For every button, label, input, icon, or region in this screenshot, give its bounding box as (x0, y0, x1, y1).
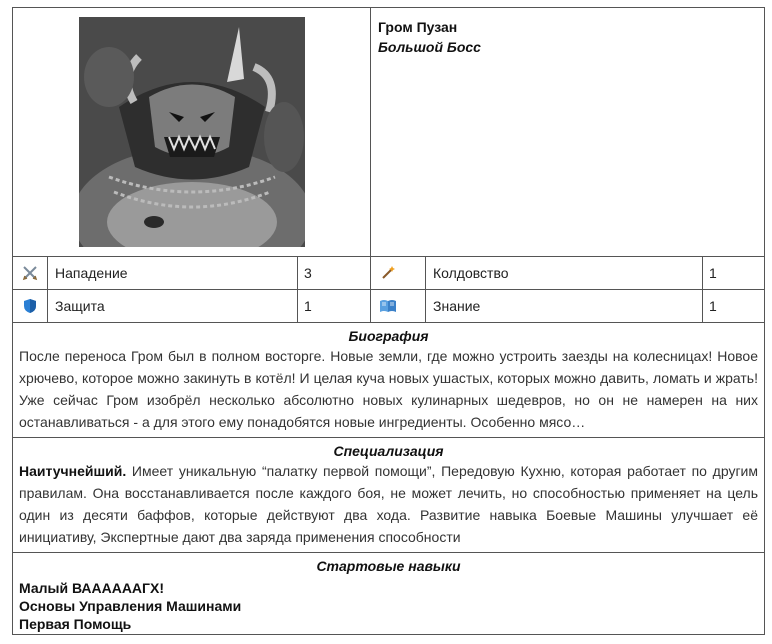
stat-label: Колдовство (433, 265, 509, 281)
skills-title: Стартовые навыки (316, 558, 461, 574)
biography-section (13, 323, 764, 438)
magic-wand-icon (371, 257, 405, 289)
shield-icon (13, 290, 47, 322)
hero-name-cell (371, 8, 764, 256)
biography-title: Биография (348, 328, 429, 344)
stat-value: 1 (304, 298, 312, 314)
specialization-name: Наитучнейший. (19, 463, 127, 479)
stat-value: 1 (709, 265, 717, 281)
specialization-description: Имеет уникальную “палатку первой помощи”, Передовую Кухню, которая работает по другим правилам. Она восстанавливается после каждого боя, не может лечить, но способностью применяет на цель один из десяти баффов, которые действуют два хода. Развитие навыка Боевые Машины улучшает её инициативу, Экспертные дают два заряда применения способности (19, 463, 758, 545)
crossed-swords-icon (13, 257, 47, 289)
hero-class: Большой Босс (378, 39, 481, 55)
stat-label: Знание (433, 298, 481, 314)
skill-item: Малый ВААААААГХ! (19, 580, 164, 596)
stat-value: 1 (709, 298, 717, 314)
specialization-text (19, 460, 758, 548)
biography-text: После переноса Гром был в полном восторге. Новые земли, где можно устроить заезды на колесницах! Новое хрючево, которое можно закинуть в котёл! И целая куча новых ушастых, которых можно давить, ломать и жрать! Уже сейчас Гром изобрёл несколько абсолютно новых кулинарных шедевров, но он не намерен на них останавливаться - а для этого ему понадобятся новые ингредиенты. Особенно мясо… (19, 348, 758, 430)
stats-row (13, 290, 764, 323)
stat-label: Нападение (55, 265, 128, 281)
orc-portrait-illustration (79, 17, 305, 247)
stat-value: 3 (304, 265, 312, 281)
specialization-title: Специализация (333, 443, 444, 459)
hero-card (12, 7, 765, 635)
hero-portrait (79, 17, 305, 247)
hero-header-row (13, 8, 764, 257)
stat-label: Защита (55, 298, 105, 314)
hero-name: Гром Пузан (378, 19, 458, 35)
skill-item: Первая Помощь (19, 616, 132, 632)
specialization-section (13, 438, 764, 553)
stats-row (13, 257, 764, 290)
skill-item: Основы Управления Машинами (19, 598, 242, 614)
portrait-cell (13, 8, 370, 256)
book-icon (371, 290, 405, 322)
starting-skills-section (13, 553, 764, 634)
